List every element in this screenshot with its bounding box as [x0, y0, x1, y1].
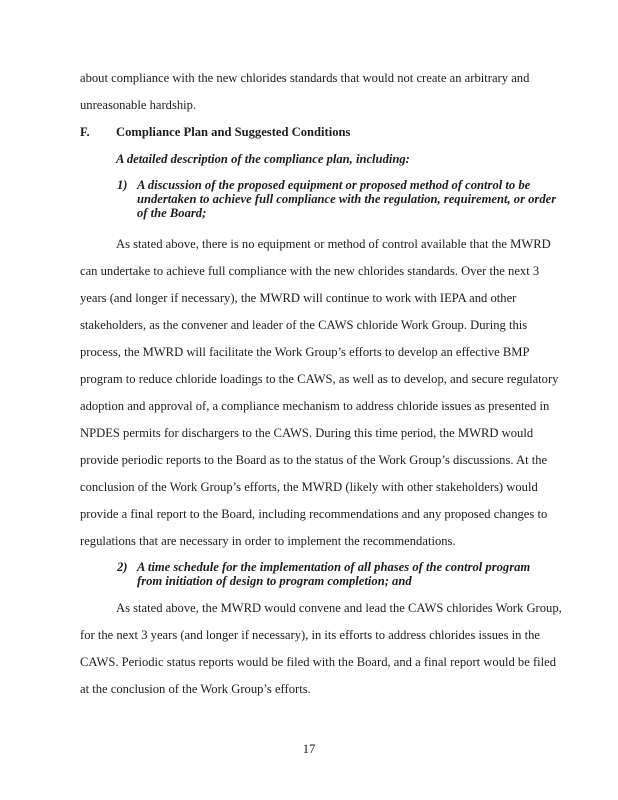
list-item-number: 2) — [117, 560, 128, 574]
list-item-number: 1) — [117, 178, 128, 192]
list-item-2 — [117, 560, 557, 588]
list-item-1 — [117, 178, 557, 220]
paragraph-line: years (and longer if necessary), the MWRD will continue to work with IEPA and other — [80, 291, 517, 305]
paragraph-line: program to reduce chloride loadings to the CAWS, as well as to develop, and secure regulatory — [80, 372, 559, 386]
page-number: 17 — [302, 742, 316, 756]
paragraph-line: CAWS. Periodic status reports would be filed with the Board, and a final report would be filed — [80, 655, 557, 669]
paragraph-line: provide a final report to the Board, including recommendations and any proposed changes to — [80, 507, 548, 521]
paragraph-line: about compliance with the new chlorides standards that would not create an arbitrary and — [80, 71, 530, 85]
paragraph-line: stakeholders, as the convener and leader of the CAWS chloride Work Group. During this — [80, 318, 528, 332]
list-item-text: A time schedule for the implementation of all phases of the control program from initiation of design to program completion; and — [137, 560, 531, 588]
subheading: A detailed description of the compliance plan, including: — [116, 152, 410, 166]
paragraph-line: adoption and approval of, a compliance mechanism to address chloride issues as presented in — [80, 399, 550, 413]
section-letter: F. — [80, 125, 90, 139]
paragraph-line: NPDES permits for dischargers to the CAWS. During this time period, the MWRD would — [80, 426, 534, 440]
paragraph-line: regulations that are necessary in order to implement the recommendations. — [80, 534, 456, 548]
paragraph-line: for the next 3 years (and longer if necessary), in its efforts to address chlorides issues in the — [80, 628, 541, 642]
paragraph-line: As stated above, the MWRD would convene and lead the CAWS chlorides Work Group, — [116, 601, 562, 615]
paragraph-line: As stated above, there is no equipment or method of control available that the MWRD — [116, 237, 551, 251]
list-item-text: A discussion of the proposed equipment or proposed method of control to be undertaken to achieve full compliance with the regulation, requirement, or order of the Board; — [137, 178, 557, 220]
paragraph-line: can undertake to achieve full compliance with the new chlorides standards. Over the next 3 — [80, 264, 540, 278]
section-title: Compliance Plan and Suggested Conditions — [116, 125, 351, 139]
paragraph-line: at the conclusion of the Work Group’s efforts. — [80, 682, 311, 696]
paragraph-line: provide periodic reports to the Board as to the status of the Work Group’s discussions. At the — [80, 453, 548, 467]
paragraph-line: conclusion of the Work Group’s efforts, the MWRD (likely with other stakeholders) would — [80, 480, 538, 494]
paragraph-line: process, the MWRD will facilitate the Work Group’s efforts to develop an effective BMP — [80, 345, 530, 359]
paragraph-line: unreasonable hardship. — [80, 98, 197, 112]
